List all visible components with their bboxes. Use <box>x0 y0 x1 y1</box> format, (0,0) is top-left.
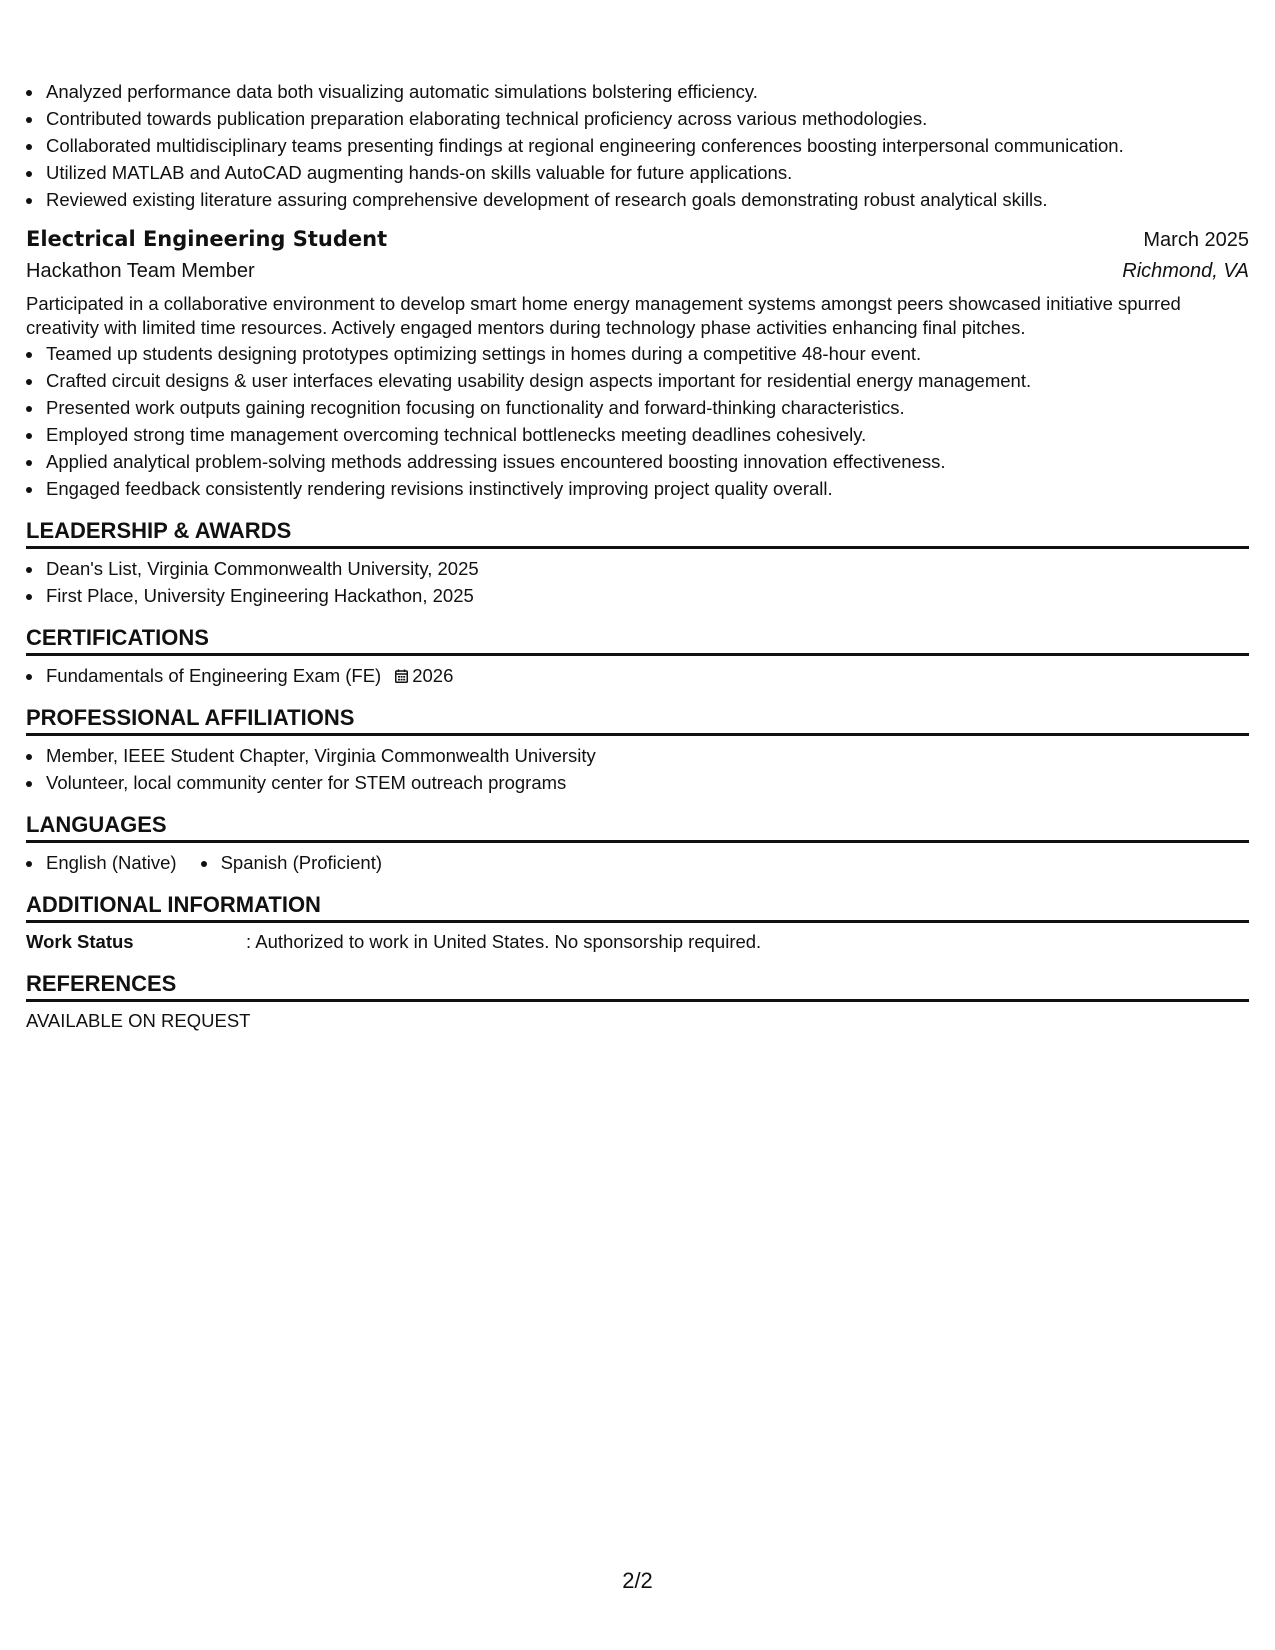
job-date: March 2025 <box>1143 229 1249 251</box>
calendar-icon <box>395 669 408 683</box>
section-heading-references: REFERENCES <box>26 969 1249 1002</box>
page-number: 2/2 <box>622 1568 653 1593</box>
languages-list <box>26 849 1249 876</box>
list-item: • Applied analytical problem-solving methods addressing issues encountered boosting innovation effectiveness. <box>44 448 1249 475</box>
work-status-row <box>26 929 1249 955</box>
list-item: • Utilized MATLAB and AutoCAD augmenting hands-on skills valuable for future applications. <box>44 159 1249 186</box>
list-item: • Employed strong time management overcoming technical bottlenecks meeting deadlines cohesively. <box>44 421 1249 448</box>
job-bullet-list <box>26 340 1249 502</box>
job-location: Richmond, VA <box>1122 260 1249 282</box>
list-item: • Collaborated multidisciplinary teams presenting findings at regional engineering conferences boosting interpersonal communication. <box>44 132 1249 159</box>
list-item: • Reviewed existing literature assuring comprehensive development of research goals demonstrating robust analytical skills. <box>44 186 1249 213</box>
list-item: • Contributed towards publication preparation elaborating technical proficiency across various methodologies. <box>44 105 1249 132</box>
job-subtitle: Hackathon Team Member <box>26 260 255 282</box>
list-item: • Volunteer, local community center for STEM outreach programs <box>44 769 1249 796</box>
list-item: • Analyzed performance data both visualizing automatic simulations bolstering efficiency. <box>44 78 1249 105</box>
job-subtitle-row <box>26 256 1249 286</box>
section-heading-languages: LANGUAGES <box>26 810 1249 843</box>
list-item: • First Place, University Engineering Hackathon, 2025 <box>44 582 1249 609</box>
leadership-list <box>26 555 1249 609</box>
job-title-row <box>26 223 1249 256</box>
work-status-label: Work Status <box>26 931 134 952</box>
list-item: • English (Native) <box>44 849 177 876</box>
job-description: Participated in a collaborative environment to develop smart home energy management systems amongst peers showcased initiative spurred creativity with limited time resources. Actively engaged mentors during technology phase activities enhancing final pitches. <box>26 293 1181 338</box>
job-title: Electrical Engineering Student <box>26 227 388 251</box>
list-item: • Teamed up students designing prototypes optimizing settings in homes during a competitive 48-hour event. <box>44 340 1249 367</box>
certifications-list <box>26 662 1249 689</box>
list-item: • Presented work outputs gaining recognition focusing on functionality and forward-thinking characteristics. <box>44 394 1249 421</box>
work-status-value: : Authorized to work in United States. No sponsorship required. <box>246 931 762 952</box>
section-heading-affiliations: PROFESSIONAL AFFILIATIONS <box>26 703 1249 736</box>
section-heading-additional: ADDITIONAL INFORMATION <box>26 890 1249 923</box>
list-item: • Dean's List, Virginia Commonwealth University, 2025 <box>44 555 1249 582</box>
list-item: • Member, IEEE Student Chapter, Virginia Commonwealth University <box>44 742 1249 769</box>
list-item: • Crafted circuit designs & user interfaces elevating usability design aspects important for residential energy management. <box>44 367 1249 394</box>
references-text: AVAILABLE ON REQUEST <box>26 1010 251 1031</box>
section-heading-leadership: LEADERSHIP & AWARDS <box>26 516 1249 549</box>
list-item: • Engaged feedback consistently rendering revisions instinctively improving project quality overall. <box>44 475 1249 502</box>
list-item: • Spanish (Proficient) <box>219 849 382 876</box>
list-item <box>44 662 1249 689</box>
job-entry <box>26 223 1249 502</box>
certification-year: 2026 <box>412 665 454 686</box>
resume-page <box>26 78 1249 1034</box>
section-heading-certifications: CERTIFICATIONS <box>26 623 1249 656</box>
certification-name: Fundamentals of Engineering Exam (FE) <box>46 665 382 686</box>
prev-job-bullet-list <box>26 78 1249 213</box>
affiliations-list <box>26 742 1249 796</box>
